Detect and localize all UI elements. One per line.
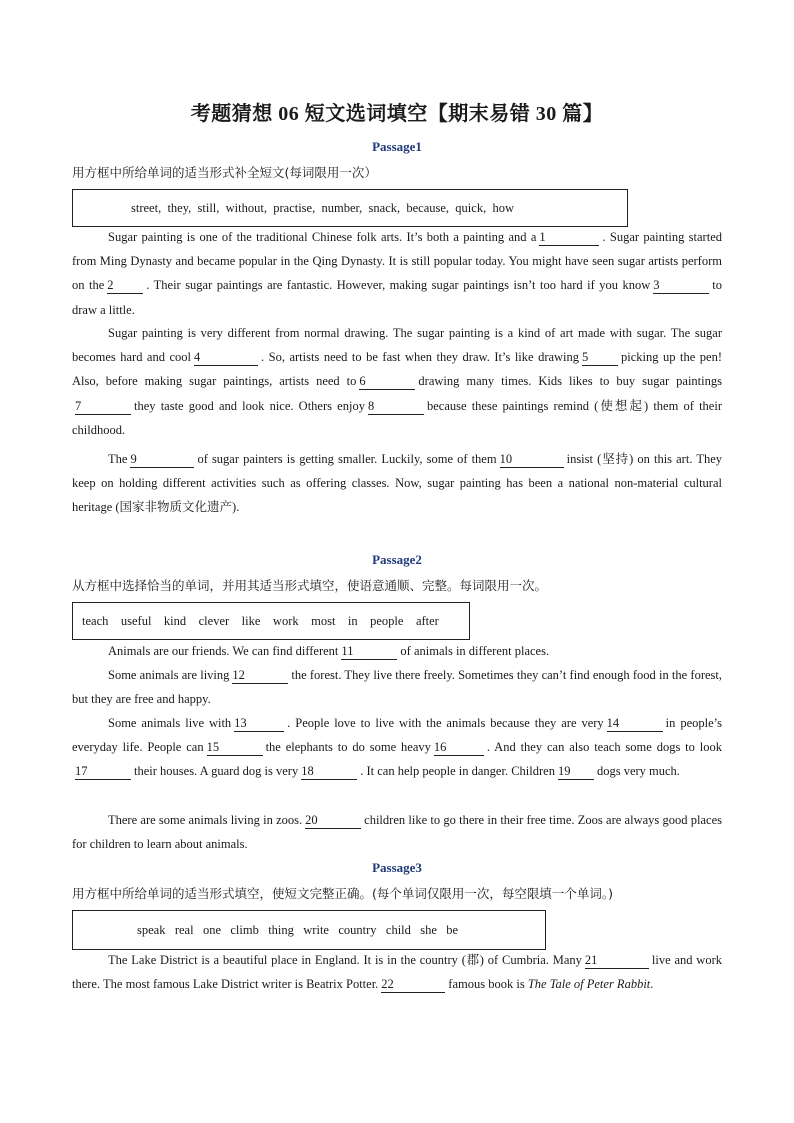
passage1-paragraph-3: The 9 of sugar painters is getting smaller. Luckily, some of them 10 insist (坚持) on this art. They keep on holding different activities such as offering classes. Now, sugar painting has been a national non-material cultural heritage (国家非物质文化遗产). — [72, 452, 722, 515]
blank-16[interactable]: 16 — [434, 740, 484, 756]
blank-13[interactable]: 13 — [234, 716, 284, 732]
passage2-heading: Passage2 — [372, 552, 422, 567]
blank-8[interactable]: 8 — [368, 399, 424, 415]
passage1-paragraph-2: Sugar painting is very different from normal drawing. The sugar painting is a kind of art made with sugar. The sugar becomes hard and cool 4 . So, artists need to be fast when they draw. It’s like drawing 5 picking up the pen! Also, before making sugar paintings, artists need to 6 drawing many times. Kids likes to buy sugar paintings7 they taste good and look nice. Others enjoy 8 because these paintings remind (使想起) them of their childhood. — [72, 326, 722, 437]
blank-22[interactable]: 22 — [381, 977, 445, 993]
book-title: The Tale of Peter Rabbit — [527, 977, 651, 992]
blank-12[interactable]: 12 — [232, 668, 288, 684]
passage2-word-box — [72, 602, 470, 640]
blank-14[interactable]: 14 — [607, 716, 663, 732]
blank-5[interactable]: 5 — [582, 350, 618, 366]
passage1-instruction: 用方框中所给单词的适当形式补全短文(每词限用一次） — [72, 165, 377, 180]
passage2-paragraph-4: There are some animals living in zoos. 20 children like to go there in their free time. Zoos are always good places for children to learn about animals. — [72, 813, 722, 852]
blank-4[interactable]: 4 — [194, 350, 258, 366]
blank-11[interactable]: 11 — [341, 644, 397, 660]
passage2-instruction: 从方框中选择恰当的单词，并用其适当形式填空，使语意通顺、完整。每词限用一次。 — [72, 578, 548, 593]
passage2-paragraph-3: Some animals live with 13 . People love to live with the animals because they are very 14 in people’s everyday life. People can 15 the elephants to do some heavy 16 . And they can also teach some dogs to look17 their houses. A guard dog is very 18 . It can help people in danger. Children 19 dogs very much. — [72, 716, 722, 779]
passage3-heading: Passage3 — [372, 860, 422, 875]
blank-10[interactable]: 10 — [500, 452, 564, 468]
passage3-paragraph-1: The Lake District is a beautiful place in England. It is in the country (郡) of Cumbria. Many 21 live and work there. The most famous Lake District writer is Beatrix Potter. 22 famous book is The Tale of Peter Rabbit. — [72, 953, 722, 992]
blank-15[interactable]: 15 — [207, 740, 263, 756]
blank-17[interactable]: 17 — [75, 764, 131, 780]
blank-1[interactable]: 1 — [539, 230, 599, 246]
blank-21[interactable]: 21 — [585, 953, 649, 969]
passage1-word-list: street, they, still, without, practise, number, snack, because, quick, how — [131, 200, 514, 215]
passage1-heading: Passage1 — [372, 139, 422, 154]
passage1-word-box — [72, 189, 628, 227]
blank-19[interactable]: 19 — [558, 764, 594, 780]
blank-20[interactable]: 20 — [305, 813, 361, 829]
passage2-paragraph-1: Animals are our friends. We can find different 11 of animals in different places. — [108, 644, 550, 658]
blank-7[interactable]: 7 — [75, 399, 131, 415]
blank-9[interactable]: 9 — [130, 452, 194, 468]
passage1-paragraph-1: Sugar painting is one of the traditional Chinese folk arts. It’s both a painting and a 1 . Sugar painting started from Ming Dynasty and became popular in the Qing Dynasty. It is still popular today. You might have seen sugar artists perform on the 2 . Their sugar paintings are fantastic. However, making sugar paintings isn’t too hard if you know 3 to draw a little. — [72, 230, 723, 317]
passage2-paragraph-2: Some animals are living 12 the forest. They live there freely. Sometimes they can’t find enough food in the forest, but they are free and happy. — [72, 668, 722, 707]
blank-3[interactable]: 3 — [653, 278, 709, 294]
blank-2[interactable]: 2 — [107, 278, 143, 294]
passage3-word-box — [72, 910, 546, 950]
blank-18[interactable]: 18 — [301, 764, 357, 780]
page-title: 考题猜想 06 短文选词填空【期末易错 30 篇】 — [190, 103, 604, 125]
passage2-word-list: teach useful kind clever like work most in people after — [82, 613, 439, 628]
passage3-instruction: 用方框中所给单词的适当形式填空，使短文完整正确。(每个单词仅限用一次，每空限填一个单词。) — [72, 886, 614, 901]
passage3-word-list: speak real one climb thing write country child she be — [137, 922, 459, 937]
blank-6[interactable]: 6 — [359, 374, 415, 390]
